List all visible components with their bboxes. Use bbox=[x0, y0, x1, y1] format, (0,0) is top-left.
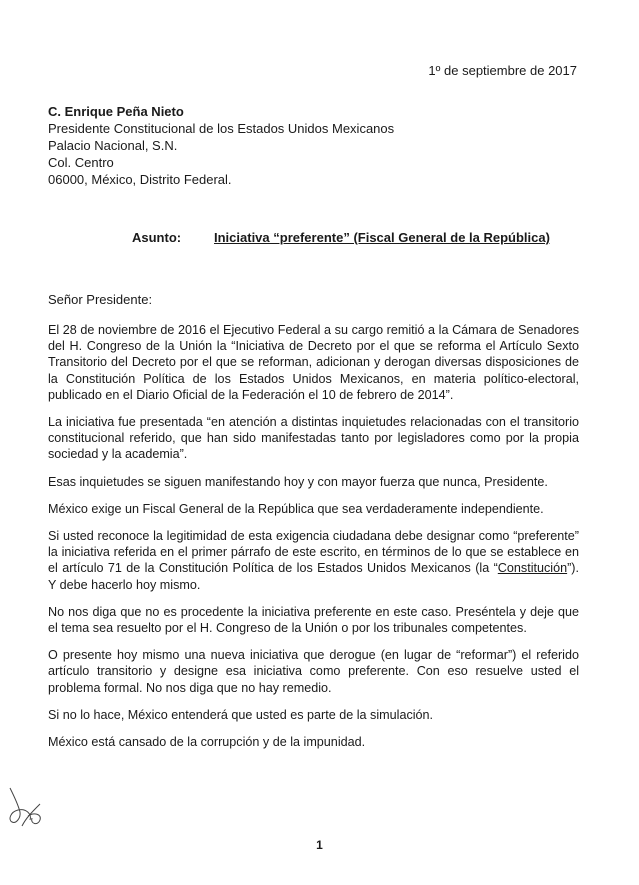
recipient-address-line: 06000, México, Distrito Federal. bbox=[48, 172, 232, 187]
paragraph: La iniciativa fue presentada “en atención a distintas inquietudes relacionadas con el transitorio constitucional referido, que han sido manifestadas tanto por legisladores como por la propia sociedad y la academia”. bbox=[48, 415, 579, 462]
signature-initials bbox=[6, 782, 50, 832]
salutation: Señor Presidente: bbox=[48, 292, 153, 307]
recipient-name: C. Enrique Peña Nieto bbox=[48, 104, 184, 119]
letter-body bbox=[48, 322, 579, 761]
paragraph: México exige un Fiscal General de la República que sea verdaderamente independiente. bbox=[48, 501, 544, 516]
defined-term: Constitución bbox=[497, 561, 568, 576]
paragraph-text: Si usted reconoce la legitimidad de esta exigencia ciudadana debe designar como “preferente” la iniciativa referida en el primer párrafo de este escrito, en términos de lo que se establece en el artículo 71 de la Constitución Política de los Estados Unidos Mexicanos (la “ bbox=[48, 529, 579, 576]
subject-value: Iniciativa “preferente” (Fiscal General de la República) bbox=[214, 230, 550, 245]
recipient-title: Presidente Constitucional de los Estados Unidos Mexicanos bbox=[48, 121, 395, 136]
paragraph: O presente hoy mismo una nueva iniciativa que derogue (en lugar de “reformar”) el referido artículo transitorio y designe esa iniciativa como preferente. Con eso resuelve usted el problema formal. No nos diga que no hay remedio. bbox=[48, 648, 579, 695]
paragraph: El 28 de noviembre de 2016 el Ejecutivo Federal a su cargo remitió a la Cámara de Senadores del H. Congreso de la Unión la “Iniciativa de Decreto por el que se reforma el Artículo Sexto Transitorio del Decreto por el que se reforman, adicionan y derogan diversas disposiciones de la Constitución Política de los Estados Unidos Mexicanos, en materia político-electoral, publicado en el Diario Oficial de la Federación el 10 de febrero de 2014”. bbox=[48, 323, 579, 402]
subject-line bbox=[132, 230, 550, 245]
paragraph bbox=[48, 528, 579, 593]
paragraph: Esas inquietudes se siguen manifestando hoy y con mayor fuerza que nunca, Presidente. bbox=[48, 474, 548, 489]
recipient-address-line: Col. Centro bbox=[48, 155, 114, 170]
letter-date: 1º de septiembre de 2017 bbox=[428, 63, 577, 78]
page-number: 1 bbox=[316, 838, 323, 852]
recipient-address-line: Palacio Nacional, S.N. bbox=[48, 138, 178, 153]
paragraph: México está cansado de la corrupción y de la impunidad. bbox=[48, 735, 366, 750]
paragraph: No nos diga que no es procedente la iniciativa preferente en este caso. Preséntela y deje que el tema sea resuelto por el H. Congreso de la Unión o por los tribunales competentes. bbox=[48, 604, 579, 636]
recipient-address-block bbox=[48, 103, 394, 188]
paragraph: Si no lo hace, México entenderá que usted es parte de la simulación. bbox=[48, 707, 434, 722]
paragraph-text: ”). Y debe hacerlo hoy mismo. bbox=[48, 561, 579, 592]
subject-label: Asunto: bbox=[132, 230, 182, 245]
